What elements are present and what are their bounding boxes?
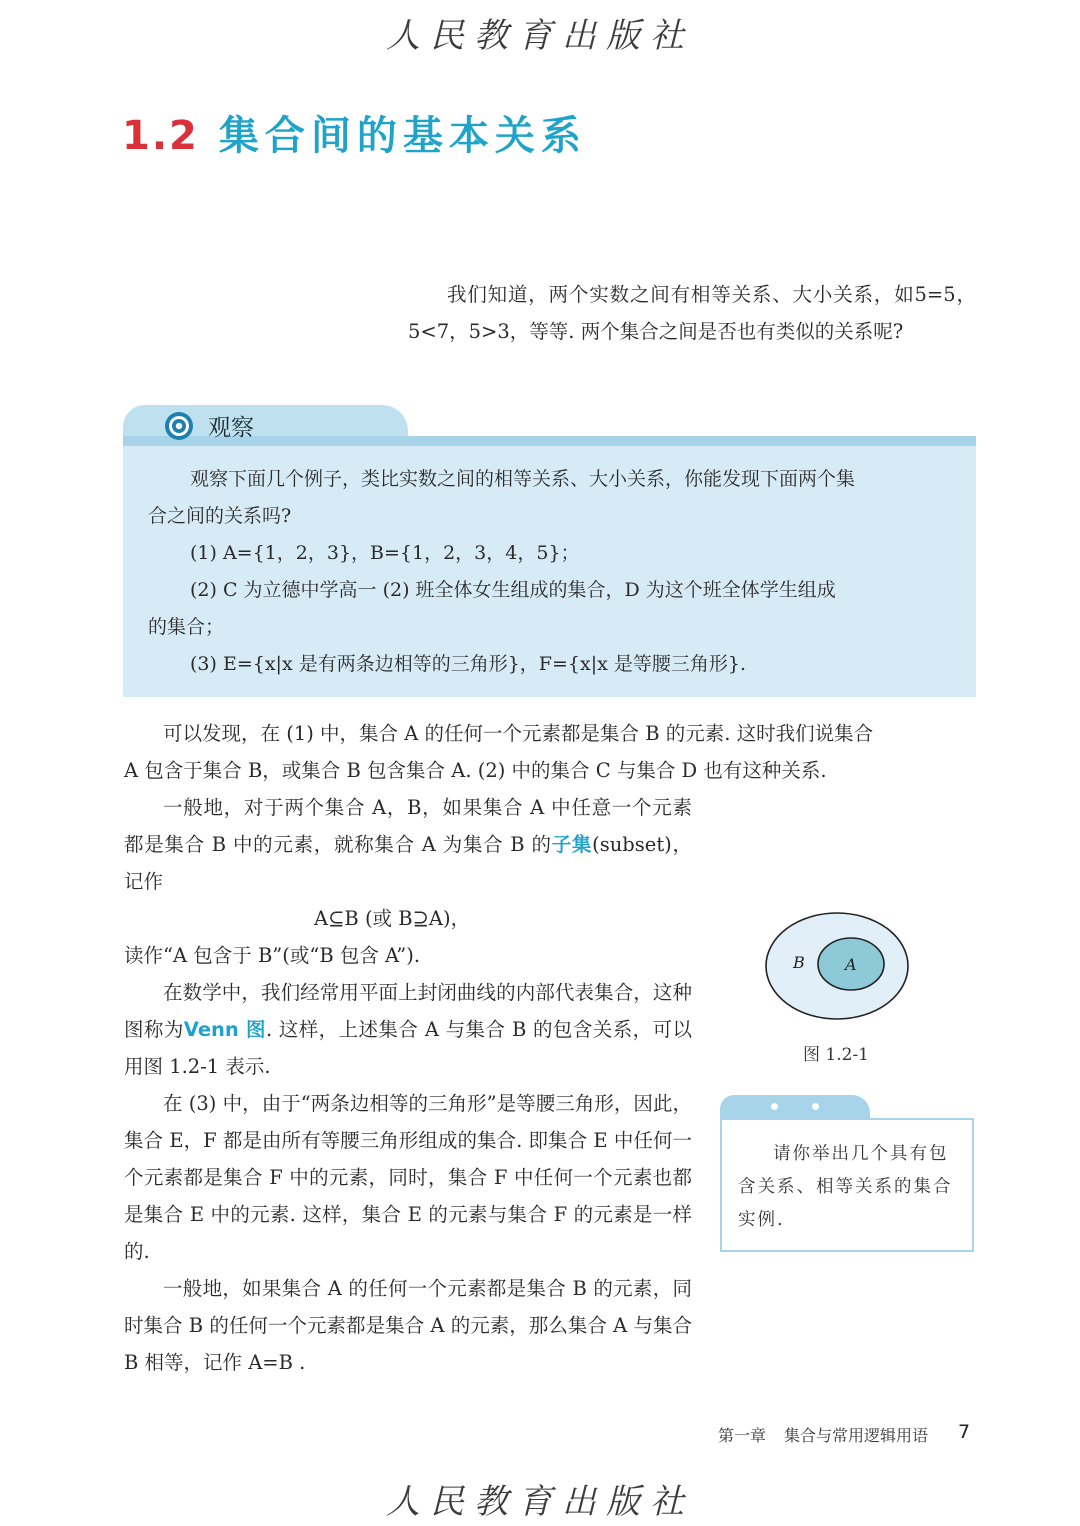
footer-title: 集合与常用逻辑用语: [784, 1426, 929, 1445]
main-column: [124, 789, 692, 1381]
footer-chapter: 第一章: [718, 1426, 767, 1445]
subset-text: 一般地，对于两个集合 A，B，如果集合 A 中任意一个元素都是集合 B 中的元素，就称集合 A 为集合 B 的: [124, 796, 692, 856]
publisher-watermark-top: 人民教育出版社: [386, 16, 694, 56]
observe-label: 观察: [208, 415, 254, 441]
venn-label-a: A: [845, 955, 857, 974]
section-number: 1.2: [122, 113, 199, 159]
subset-term: 子集: [551, 833, 593, 856]
venn-text-end: . 这样，上述集合 A 与集合 B 的包含关系，可以用图 1.2-1 表示.: [124, 1018, 692, 1078]
subset-text-end: (subset)，记作: [124, 833, 692, 893]
observe-line: (1) A={1，2，3}，B={1，2，3，4，5}；: [190, 542, 580, 564]
discovery-paragraph: [124, 715, 976, 789]
section-title: [122, 104, 587, 161]
equality-definition: 一般地，如果集合 A 的任何一个元素都是集合 B 的元素，同时集合 B 的任何一个元素都是集合 A 的元素，那么集合 A 与集合 B 相等，记作 A=B .: [124, 1277, 692, 1374]
note-dot: [771, 1103, 778, 1110]
observe-line: (2) C 为立德中学高一 (2) 班全体女生组成的集合，D 为这个班全体学生组成: [190, 579, 836, 601]
observe-line: 观察下面几个例子，类比实数之间的相等关系、大小关系，你能发现下面两个集: [190, 468, 856, 490]
subset-definition: [124, 789, 692, 900]
venn-text: 在数学中，我们经常用平面上封闭曲线的内部代表集合，这种图称为: [124, 981, 692, 1041]
observe-text: [148, 461, 958, 683]
discovery-line: A 包含于集合 B，或集合 B 包含集合 A. (2) 中的集合 C 与集合 D 也有这种关系.: [124, 759, 827, 782]
note-text: 请你举出几个具有包含关系、相等关系的集合实例.: [738, 1144, 953, 1230]
equal-sets-paragraph: 在 (3) 中，由于“两条边相等的三角形”是等腰三角形，因此，集合 E，F 都是由所有等腰三角形组成的集合. 即集合 E 中任何一个元素都是集合 F 中的元素，同时，集合 F 中任何一个元素也都是集合 E 中的元素. 这样，集合 E 的元素与集合 F 的元素是一样的.: [124, 1092, 692, 1263]
venn-diagram: [763, 910, 911, 1022]
observe-line: 的集合；: [148, 616, 225, 638]
figure-caption: 图 1.2-1: [803, 1045, 869, 1065]
subset-notation: A⊆B (或 B⊇A)，: [314, 907, 471, 930]
target-icon: [164, 411, 194, 441]
venn-label-b: B: [793, 953, 805, 972]
page-number: 7: [958, 1421, 971, 1443]
subset-reading: 读作“A 包含于 B”(或“B 包含 A”).: [124, 944, 421, 967]
venn-paragraph: [124, 974, 692, 1085]
note-dot: [812, 1103, 819, 1110]
observe-line: (3) E={x|x 是有两条边相等的三角形}，F={x|x 是等腰三角形}.: [190, 653, 746, 675]
venn-term: Venn 图: [183, 1018, 266, 1041]
observe-line: 合之间的关系吗?: [148, 505, 292, 527]
intro-paragraph: 我们知道，两个实数之间有相等关系、大小关系，如5=5，5<7，5>3，等等. 两个集合之间是否也有类似的关系呢?: [408, 283, 976, 343]
discovery-line: 可以发现，在 (1) 中，集合 A 的任何一个元素都是集合 B 的元素. 这时我们说集合: [163, 722, 874, 745]
publisher-watermark-bottom: 人民教育出版社: [386, 1482, 694, 1522]
section-title-text: 集合间的基本关系: [218, 113, 587, 159]
